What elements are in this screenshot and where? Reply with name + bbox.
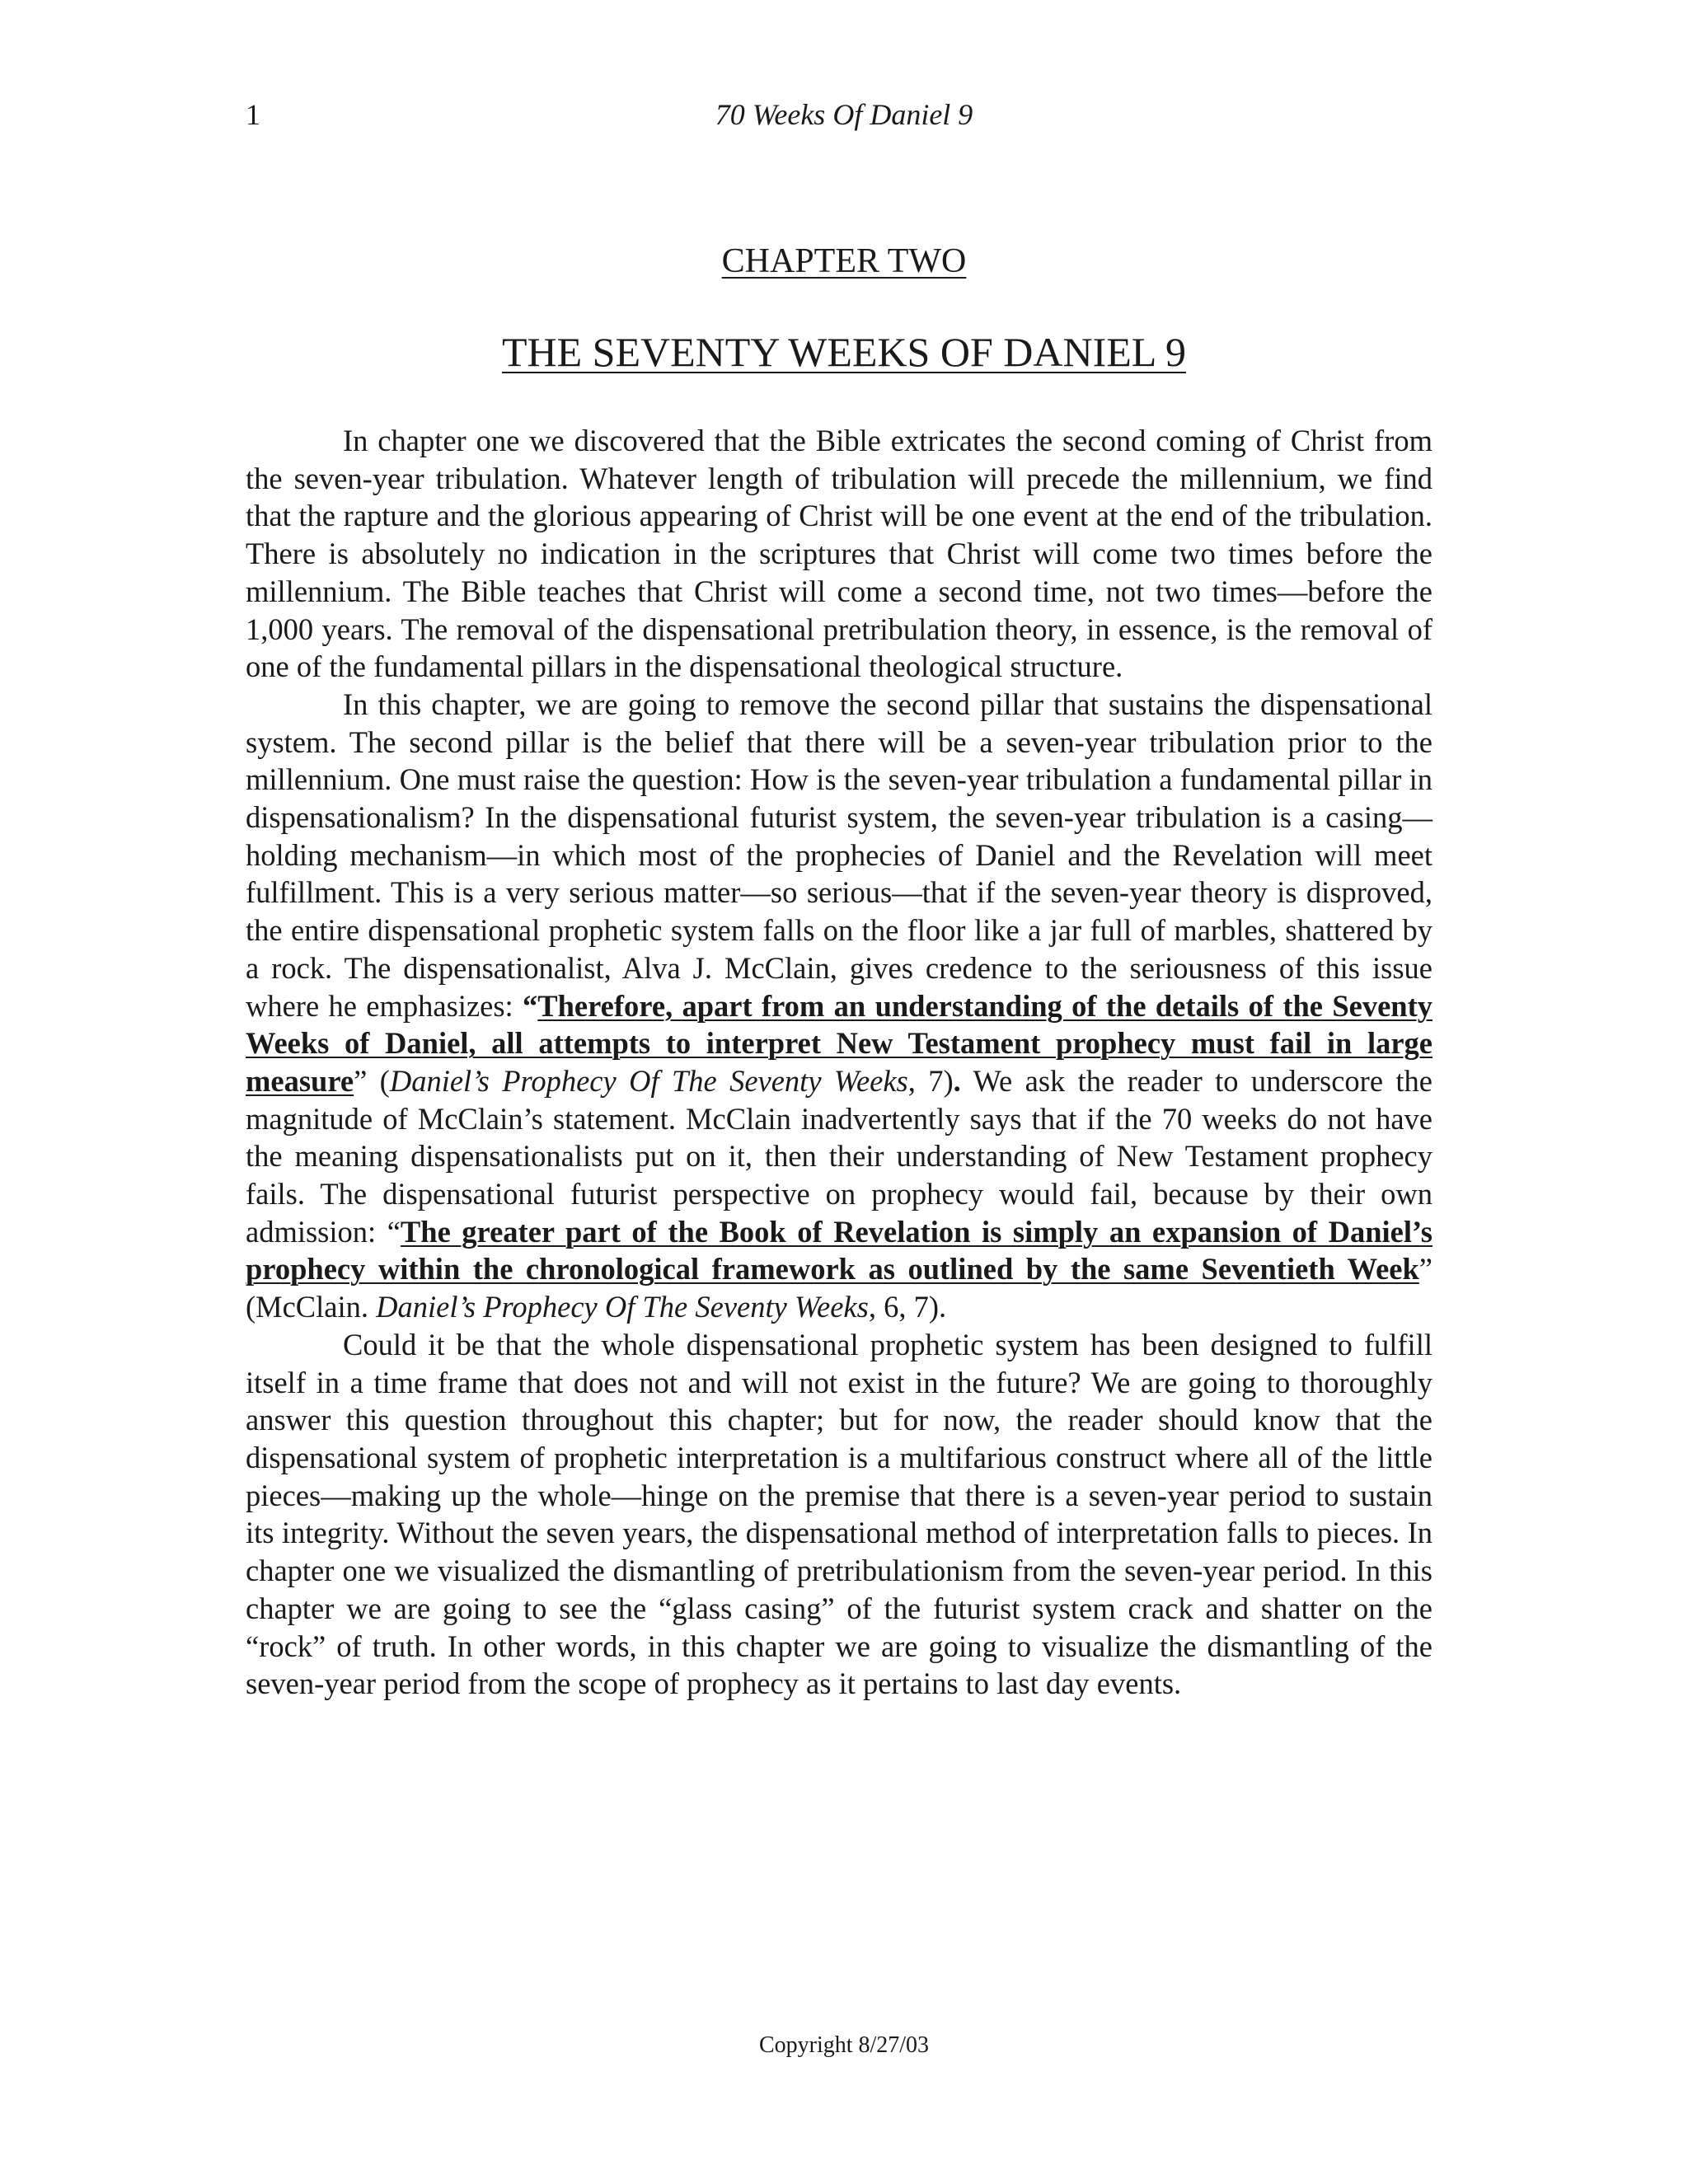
chapter-title: THE SEVENTY WEEKS OF DANIEL 9 [501,329,1186,375]
paragraph-2-period: . [953,1063,961,1098]
citation-2-title: Daniel’s Prophecy Of The Seventy Weeks [376,1290,869,1324]
paragraph-2 [246,686,1432,1326]
paragraph-2-text-c: , 7) [907,1063,954,1098]
paragraph-1: In chapter one we discovered that the Bible extricates the second coming of Christ from the seven-year tribulation. Whatever length of tribulation will precede the millennium, we find that the rapture and the glorious appearing of Christ will be one event at the end of the tribulation. There is absolutely no indication in the scriptures that Christ will come two times before the millennium. The Bible teaches that Christ will come a second time, not two times—before the 1,000 years. The removal of the dispensational pretribulation theory, in essence, is the removal of one of the fundamental pillars in the dispensational theological structure. [246,424,1432,684]
open-quote-1: “ [523,988,538,1023]
mcclain-quote-1: Therefore, apart from an understanding of the details of the Seventy Weeks of Daniel, all attempts to interpret New Testament prophecy must fail in large measure [246,988,1432,1098]
paragraph-2-text-a: In this chapter, we are going to remove the second pillar that sustains the dispensational system. The second pillar is the belief that there will be a seven-year tribulation prior to the millennium. One must raise the question: How is the seven-year tribulation a fundamental pillar in dispensationalism? In the dispensational futurist system, the seven-year tribulation is a casing—holding mechanism—in which most of the prophecies of Daniel and the Revelation will meet fulfillment. This is a very serious matter—so serious—that if the seven-year theory is disproved, the entire dispensational prophetic system falls on the floor like a jar full of marbles, shattered by a rock. The dispensationalist, Alva J. McClain, gives credence to the seriousness of this issue where he emphasizes: [246,687,1432,1023]
paragraph-3: Could it be that the whole dispensational prophetic system has been designed to fulfill itself in a time frame that does not and will not exist in the future? We are going to thoroughly answer this question throughout this chapter; but for now, the reader should know that the dispensational system of prophetic interpretation is a multifarious construct where all of the little pieces—making up the whole—hinge on the premise that there is a seven-year period to sustain its integrity. Without the seven years, the dispensational method of interpretation falls to pieces. In chapter one we visualized the dismantling of pretribulationism from the seven-year period. In this chapter we are going to see the “glass casing” of the futurist system crack and shatter on the “rock” of truth. In other words, in this chapter we are going to visualize the dismantling of the seven-year period from the scope of prophecy as it pertains to last day events. [246,1327,1432,1701]
mcclain-quote-2: The greater part of the Book of Revelation is simply an expansion of Daniel’s prophecy within the chronological framework as outlined by the same Seventieth Week [246,1214,1433,1286]
paragraph-2-text-b: ” ( [354,1063,390,1098]
paragraph-2-text-f: , 6, 7). [868,1290,947,1324]
body-text [246,422,1432,1703]
copyright-footer: Copyright 8/27/03 [758,2032,930,2058]
running-header: 70 Weeks Of Daniel 9 [715,98,973,131]
page-number: 1 [246,98,260,131]
chapter-label: CHAPTER TWO [721,242,967,280]
paragraph-2-text-e: ” (McClain. [246,1252,1432,1324]
paragraph-2-text-d: We ask the reader to underscore the magnitude of McClain’s statement. McClain inadvertently says that if the 70 weeks do not have the meaning dispensationalists put on it, then their understanding of New Testament prophecy fails. The dispensational futurist perspective on prophecy would fail, because by their own admission: “ [246,1063,1432,1249]
citation-1-title: Daniel’s Prophecy Of The Seventy Weeks [389,1063,908,1098]
